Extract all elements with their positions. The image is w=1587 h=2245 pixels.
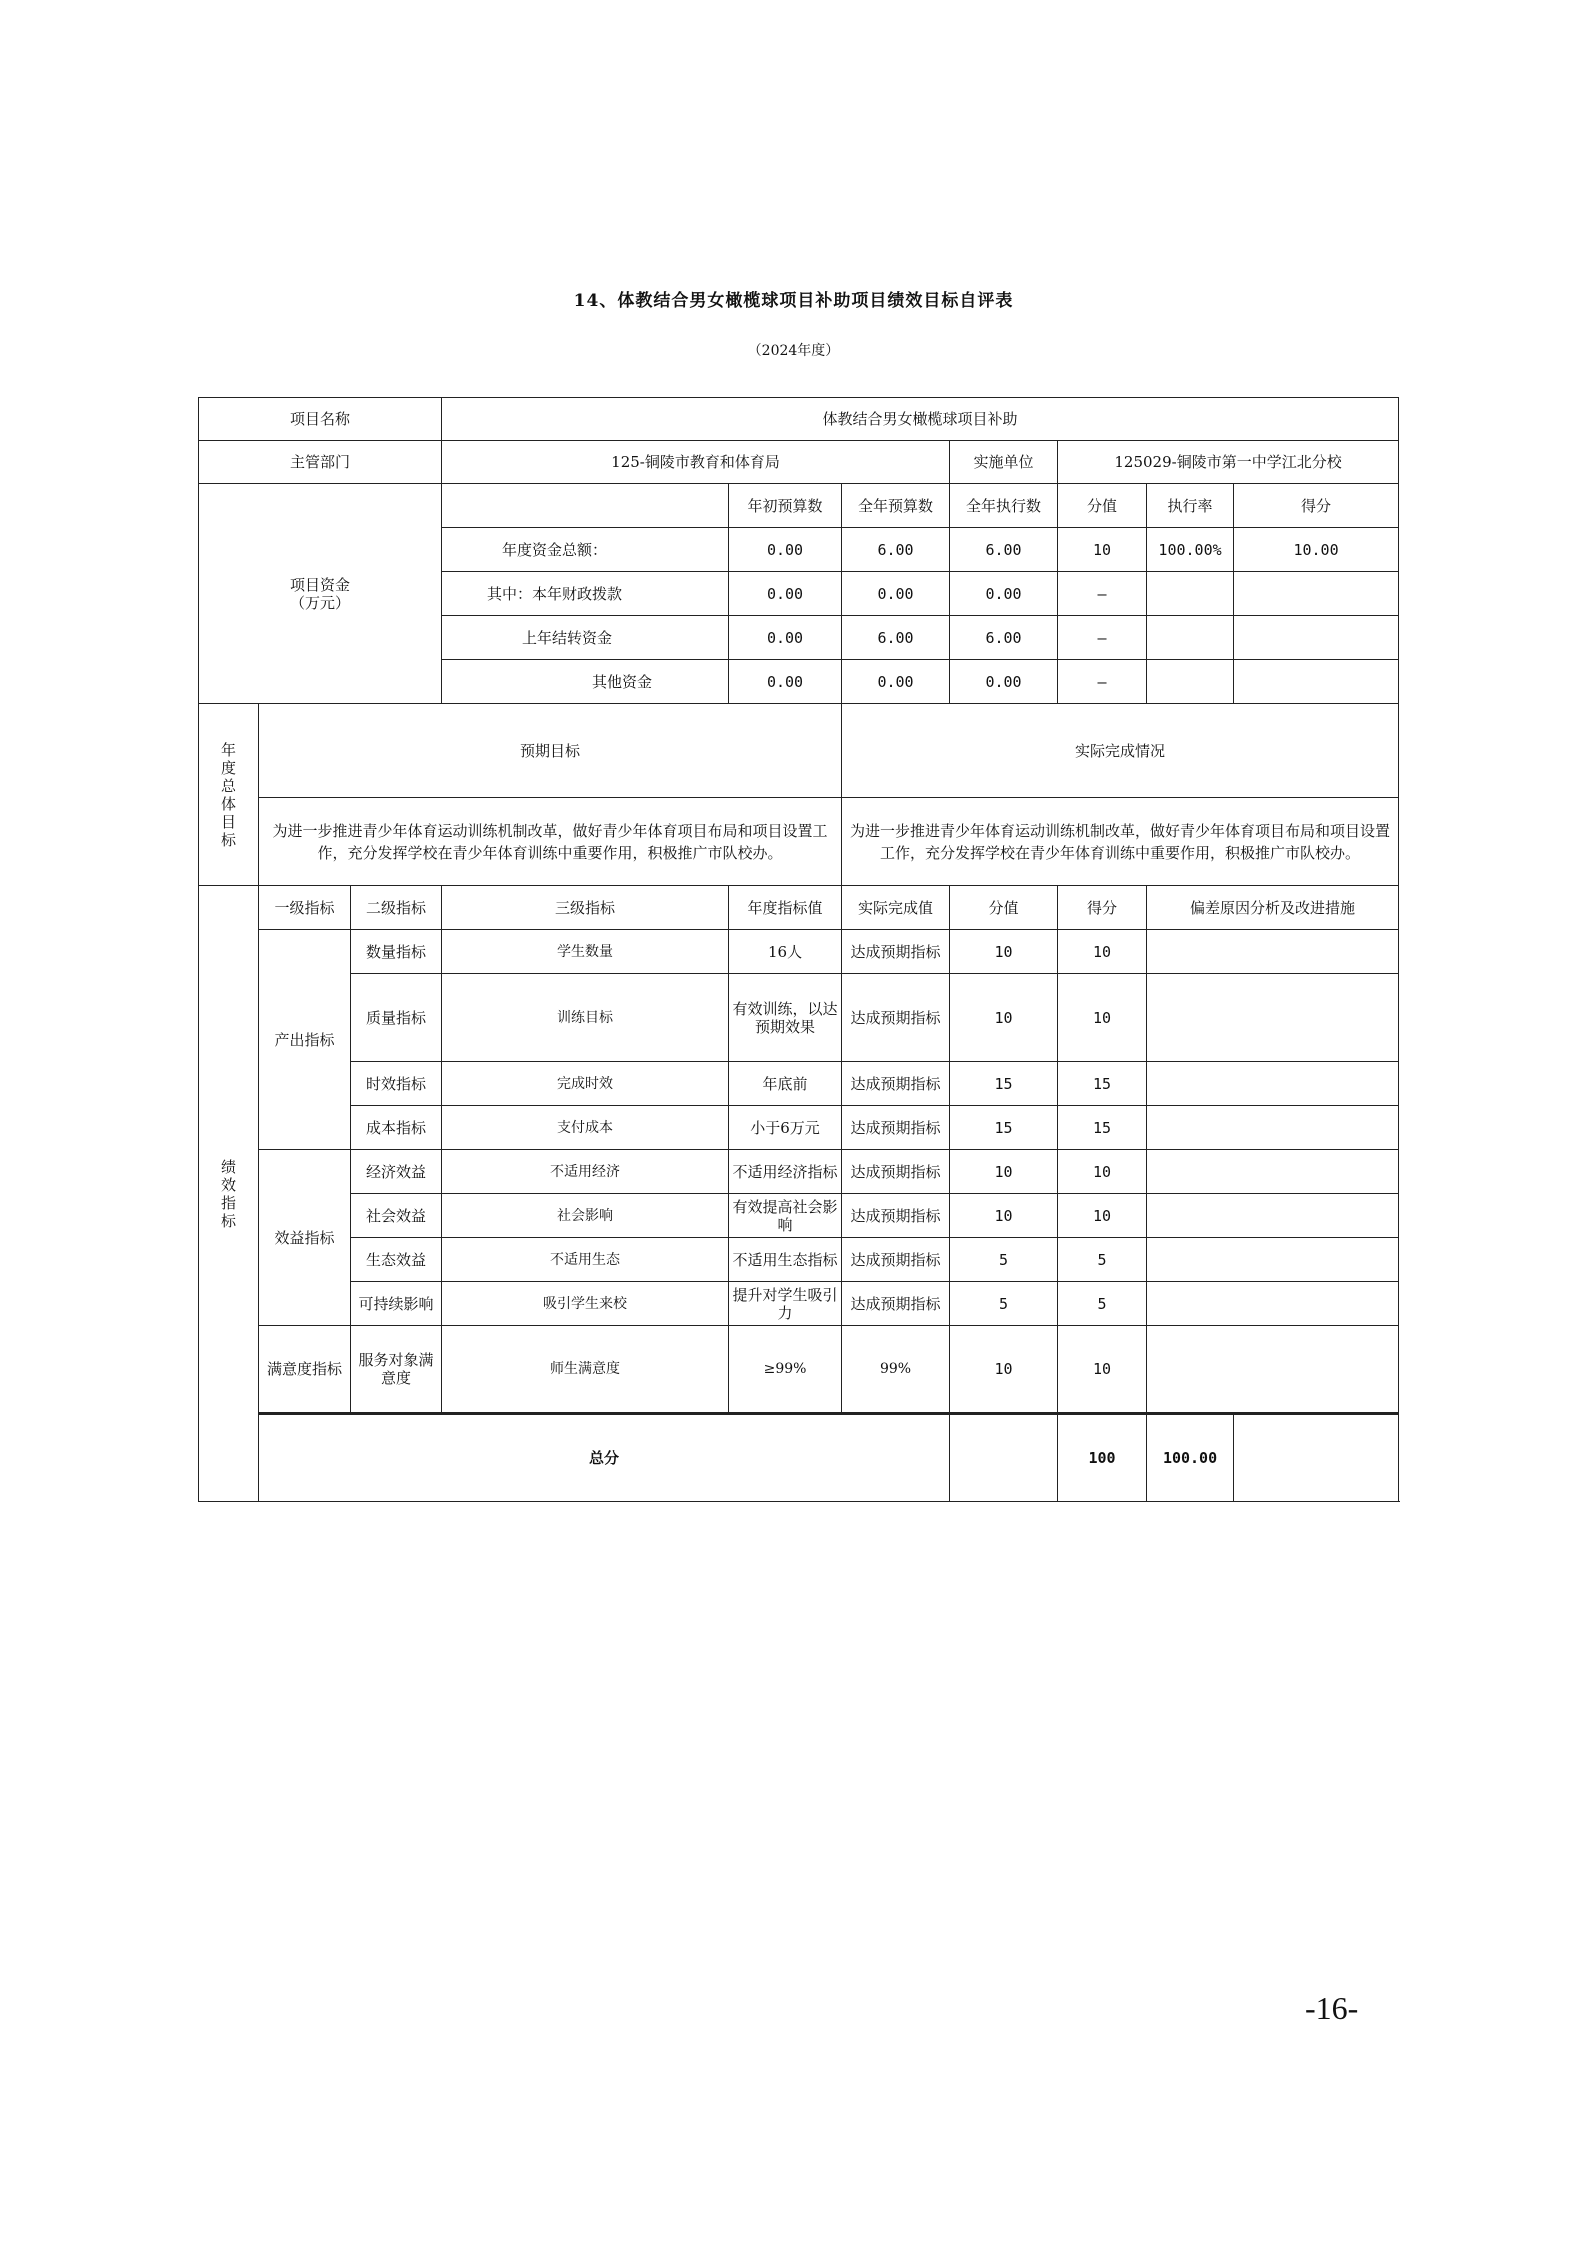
target-header: 年度指标值	[729, 886, 842, 930]
indicator-score: 15	[1058, 1062, 1147, 1106]
indicator-score-val: 10	[950, 1326, 1058, 1414]
page-number: -16-	[1305, 1990, 1359, 2026]
funds-header-row	[199, 484, 1399, 528]
evaluation-table	[198, 397, 1399, 1502]
indicator-score-val: 5	[950, 1238, 1058, 1282]
indicator-row	[199, 930, 1399, 974]
benefit-group-label: 效益指标	[259, 1150, 351, 1326]
level1-header: 一级指标	[259, 886, 351, 930]
funds-row-name: 其中：本年财政拨款	[442, 572, 729, 616]
indicator-deviation	[1147, 1194, 1399, 1238]
funds-row-exec: 0.00	[950, 572, 1058, 616]
deviation-header: 偏差原因分析及改进措施	[1147, 886, 1399, 930]
indicator-deviation	[1147, 1282, 1399, 1326]
indicator-target: 不适用经济指标	[729, 1150, 842, 1194]
indicator-score: 10	[1058, 1150, 1147, 1194]
funds-row-init: 0.00	[729, 572, 842, 616]
funds-row-score-val: —	[1058, 660, 1147, 704]
funds-row-score	[1234, 660, 1399, 704]
indicators-header-row	[199, 886, 1399, 930]
indicator-actual: 达成预期指标	[842, 1238, 950, 1282]
indicator-target: 小于6万元	[729, 1106, 842, 1150]
indicator-target: 有效提高社会影响	[729, 1194, 842, 1238]
funds-row-name: 年度资金总额：	[442, 528, 729, 572]
funds-header-blank	[442, 484, 729, 528]
funds-row-init: 0.00	[729, 528, 842, 572]
indicator-level3: 支付成本	[442, 1106, 729, 1150]
indicator-row	[199, 1106, 1399, 1150]
funds-row-name: 上年结转资金	[442, 616, 729, 660]
funds-label: 项目资金 （万元）	[199, 484, 442, 704]
indicator-score-val: 15	[950, 1106, 1058, 1150]
page-title: 14、体教结合男女橄榄球项目补助项目绩效目标自评表	[573, 291, 1014, 311]
indicator-score-val: 10	[950, 930, 1058, 974]
indicator-target: 不适用生态指标	[729, 1238, 842, 1282]
funds-row-rate	[1147, 660, 1234, 704]
output-group-label: 产出指标	[259, 930, 351, 1150]
score-val-header: 分值	[950, 886, 1058, 930]
indicator-row	[199, 1194, 1399, 1238]
indicator-level2: 可持续影响	[351, 1282, 442, 1326]
indicator-target: 有效训练，以达预期效果	[729, 974, 842, 1062]
level2-header: 二级指标	[351, 886, 442, 930]
indicator-level2: 经济效益	[351, 1150, 442, 1194]
indicator-score-val: 10	[950, 1150, 1058, 1194]
funds-header-full: 全年预算数	[842, 484, 950, 528]
indicator-deviation	[1147, 1326, 1399, 1414]
funds-row-score-val: 10	[1058, 528, 1147, 572]
indicator-row	[199, 1238, 1399, 1282]
goals-header-row	[199, 704, 1399, 798]
indicator-score: 5	[1058, 1282, 1147, 1326]
funds-row-init: 0.00	[729, 616, 842, 660]
total-blank	[950, 1414, 1058, 1502]
funds-row-full: 0.00	[842, 572, 950, 616]
indicator-actual: 达成预期指标	[842, 1062, 950, 1106]
indicator-score-val: 10	[950, 974, 1058, 1062]
indicator-row	[199, 1282, 1399, 1326]
indicator-level3: 完成时效	[442, 1062, 729, 1106]
funds-header-exec: 全年执行数	[950, 484, 1058, 528]
funds-row-score	[1234, 616, 1399, 660]
indicator-deviation	[1147, 930, 1399, 974]
score-header: 得分	[1058, 886, 1147, 930]
indicator-level2: 社会效益	[351, 1194, 442, 1238]
indicator-score: 15	[1058, 1106, 1147, 1150]
indicator-level3: 学生数量	[442, 930, 729, 974]
indicator-actual: 达成预期指标	[842, 1194, 950, 1238]
indicator-actual: 99%	[842, 1326, 950, 1414]
indicator-score: 10	[1058, 930, 1147, 974]
indicator-score: 10	[1058, 1326, 1147, 1414]
indicators-label: 绩 效 指 标	[199, 886, 259, 1502]
indicator-level2: 时效指标	[351, 1062, 442, 1106]
level3-header: 三级指标	[442, 886, 729, 930]
department-row	[199, 441, 1399, 484]
department-value: 125-铜陵市教育和体育局	[442, 441, 950, 484]
indicator-level3: 吸引学生来校	[442, 1282, 729, 1326]
indicator-deviation	[1147, 1062, 1399, 1106]
project-name-label: 项目名称	[199, 398, 442, 441]
indicator-deviation	[1147, 1238, 1399, 1282]
indicator-level3: 不适用生态	[442, 1238, 729, 1282]
funds-row-full: 0.00	[842, 660, 950, 704]
indicator-score: 5	[1058, 1238, 1147, 1282]
funds-row-score-val: —	[1058, 572, 1147, 616]
funds-header-init: 年初预算数	[729, 484, 842, 528]
indicator-target: 年底前	[729, 1062, 842, 1106]
indicator-deviation	[1147, 1106, 1399, 1150]
total-score: 100.00	[1147, 1414, 1234, 1502]
funds-row-full: 6.00	[842, 616, 950, 660]
indicator-level3: 不适用经济	[442, 1150, 729, 1194]
funds-row-rate	[1147, 572, 1234, 616]
indicator-row	[199, 974, 1399, 1062]
funds-row-score	[1234, 572, 1399, 616]
indicator-level3: 社会影响	[442, 1194, 729, 1238]
funds-row-full: 6.00	[842, 528, 950, 572]
goals-label: 年 度 总 体 目 标	[199, 704, 259, 886]
indicator-actual: 达成预期指标	[842, 1106, 950, 1150]
funds-row-rate	[1147, 616, 1234, 660]
project-name-value: 体教结合男女橄榄球项目补助	[442, 398, 1399, 441]
indicator-level2: 数量指标	[351, 930, 442, 974]
indicator-deviation	[1147, 1150, 1399, 1194]
indicator-score: 10	[1058, 974, 1147, 1062]
project-name-row	[199, 398, 1399, 441]
total-row	[199, 1414, 1399, 1502]
funds-row-score-val: —	[1058, 616, 1147, 660]
indicator-row	[199, 1150, 1399, 1194]
implementer-label: 实施单位	[950, 441, 1058, 484]
funds-header-score: 得分	[1234, 484, 1399, 528]
indicator-score-val: 5	[950, 1282, 1058, 1326]
total-label: 总分	[259, 1414, 950, 1502]
actual-goal-header: 实际完成情况	[842, 704, 1399, 798]
indicator-actual: 达成预期指标	[842, 930, 950, 974]
indicator-level3: 训练目标	[442, 974, 729, 1062]
indicator-actual: 达成预期指标	[842, 1150, 950, 1194]
funds-header-score-val: 分值	[1058, 484, 1147, 528]
indicator-actual: 达成预期指标	[842, 974, 950, 1062]
indicator-score: 10	[1058, 1194, 1147, 1238]
satisfaction-group-label: 满意度指标	[259, 1326, 351, 1414]
indicator-level2: 生态效益	[351, 1238, 442, 1282]
indicator-level2: 质量指标	[351, 974, 442, 1062]
department-label: 主管部门	[199, 441, 442, 484]
indicator-score-val: 15	[950, 1062, 1058, 1106]
funds-row-exec: 6.00	[950, 616, 1058, 660]
indicator-target: 16人	[729, 930, 842, 974]
indicator-row	[199, 1062, 1399, 1106]
funds-header-rate: 执行率	[1147, 484, 1234, 528]
funds-row-rate: 100.00%	[1147, 528, 1234, 572]
indicator-target: ≥99%	[729, 1326, 842, 1414]
actual-goal-text: 为进一步推进青少年体育运动训练机制改革，做好青少年体育项目布局和项目设置工作，充分发挥学校在青少年体育训练中重要作用，积极推广市队校办。	[842, 798, 1399, 886]
actual-header: 实际完成值	[842, 886, 950, 930]
funds-row-exec: 6.00	[950, 528, 1058, 572]
expected-goal-text: 为进一步推进青少年体育运动训练机制改革，做好青少年体育项目布局和项目设置工作，充分发挥学校在青少年体育训练中重要作用，积极推广市队校办。	[259, 798, 842, 886]
indicator-level3: 师生满意度	[442, 1326, 729, 1414]
indicator-level2: 服务对象满意度	[351, 1326, 442, 1414]
indicator-score-val: 10	[950, 1194, 1058, 1238]
implementer-value: 125029-铜陵市第一中学江北分校	[1058, 441, 1399, 484]
indicator-actual: 达成预期指标	[842, 1282, 950, 1326]
expected-goal-header: 预期目标	[259, 704, 842, 798]
funds-row-init: 0.00	[729, 660, 842, 704]
page-subtitle: （2024年度）	[747, 343, 840, 359]
total-deviation	[1234, 1414, 1399, 1502]
indicator-row	[199, 1326, 1399, 1414]
indicator-deviation	[1147, 974, 1399, 1062]
total-score-val: 100	[1058, 1414, 1147, 1502]
funds-row-score: 10.00	[1234, 528, 1399, 572]
goals-text-row	[199, 798, 1399, 886]
funds-row-name: 其他资金	[442, 660, 729, 704]
indicator-level2: 成本指标	[351, 1106, 442, 1150]
indicator-target: 提升对学生吸引力	[729, 1282, 842, 1326]
funds-row-exec: 0.00	[950, 660, 1058, 704]
